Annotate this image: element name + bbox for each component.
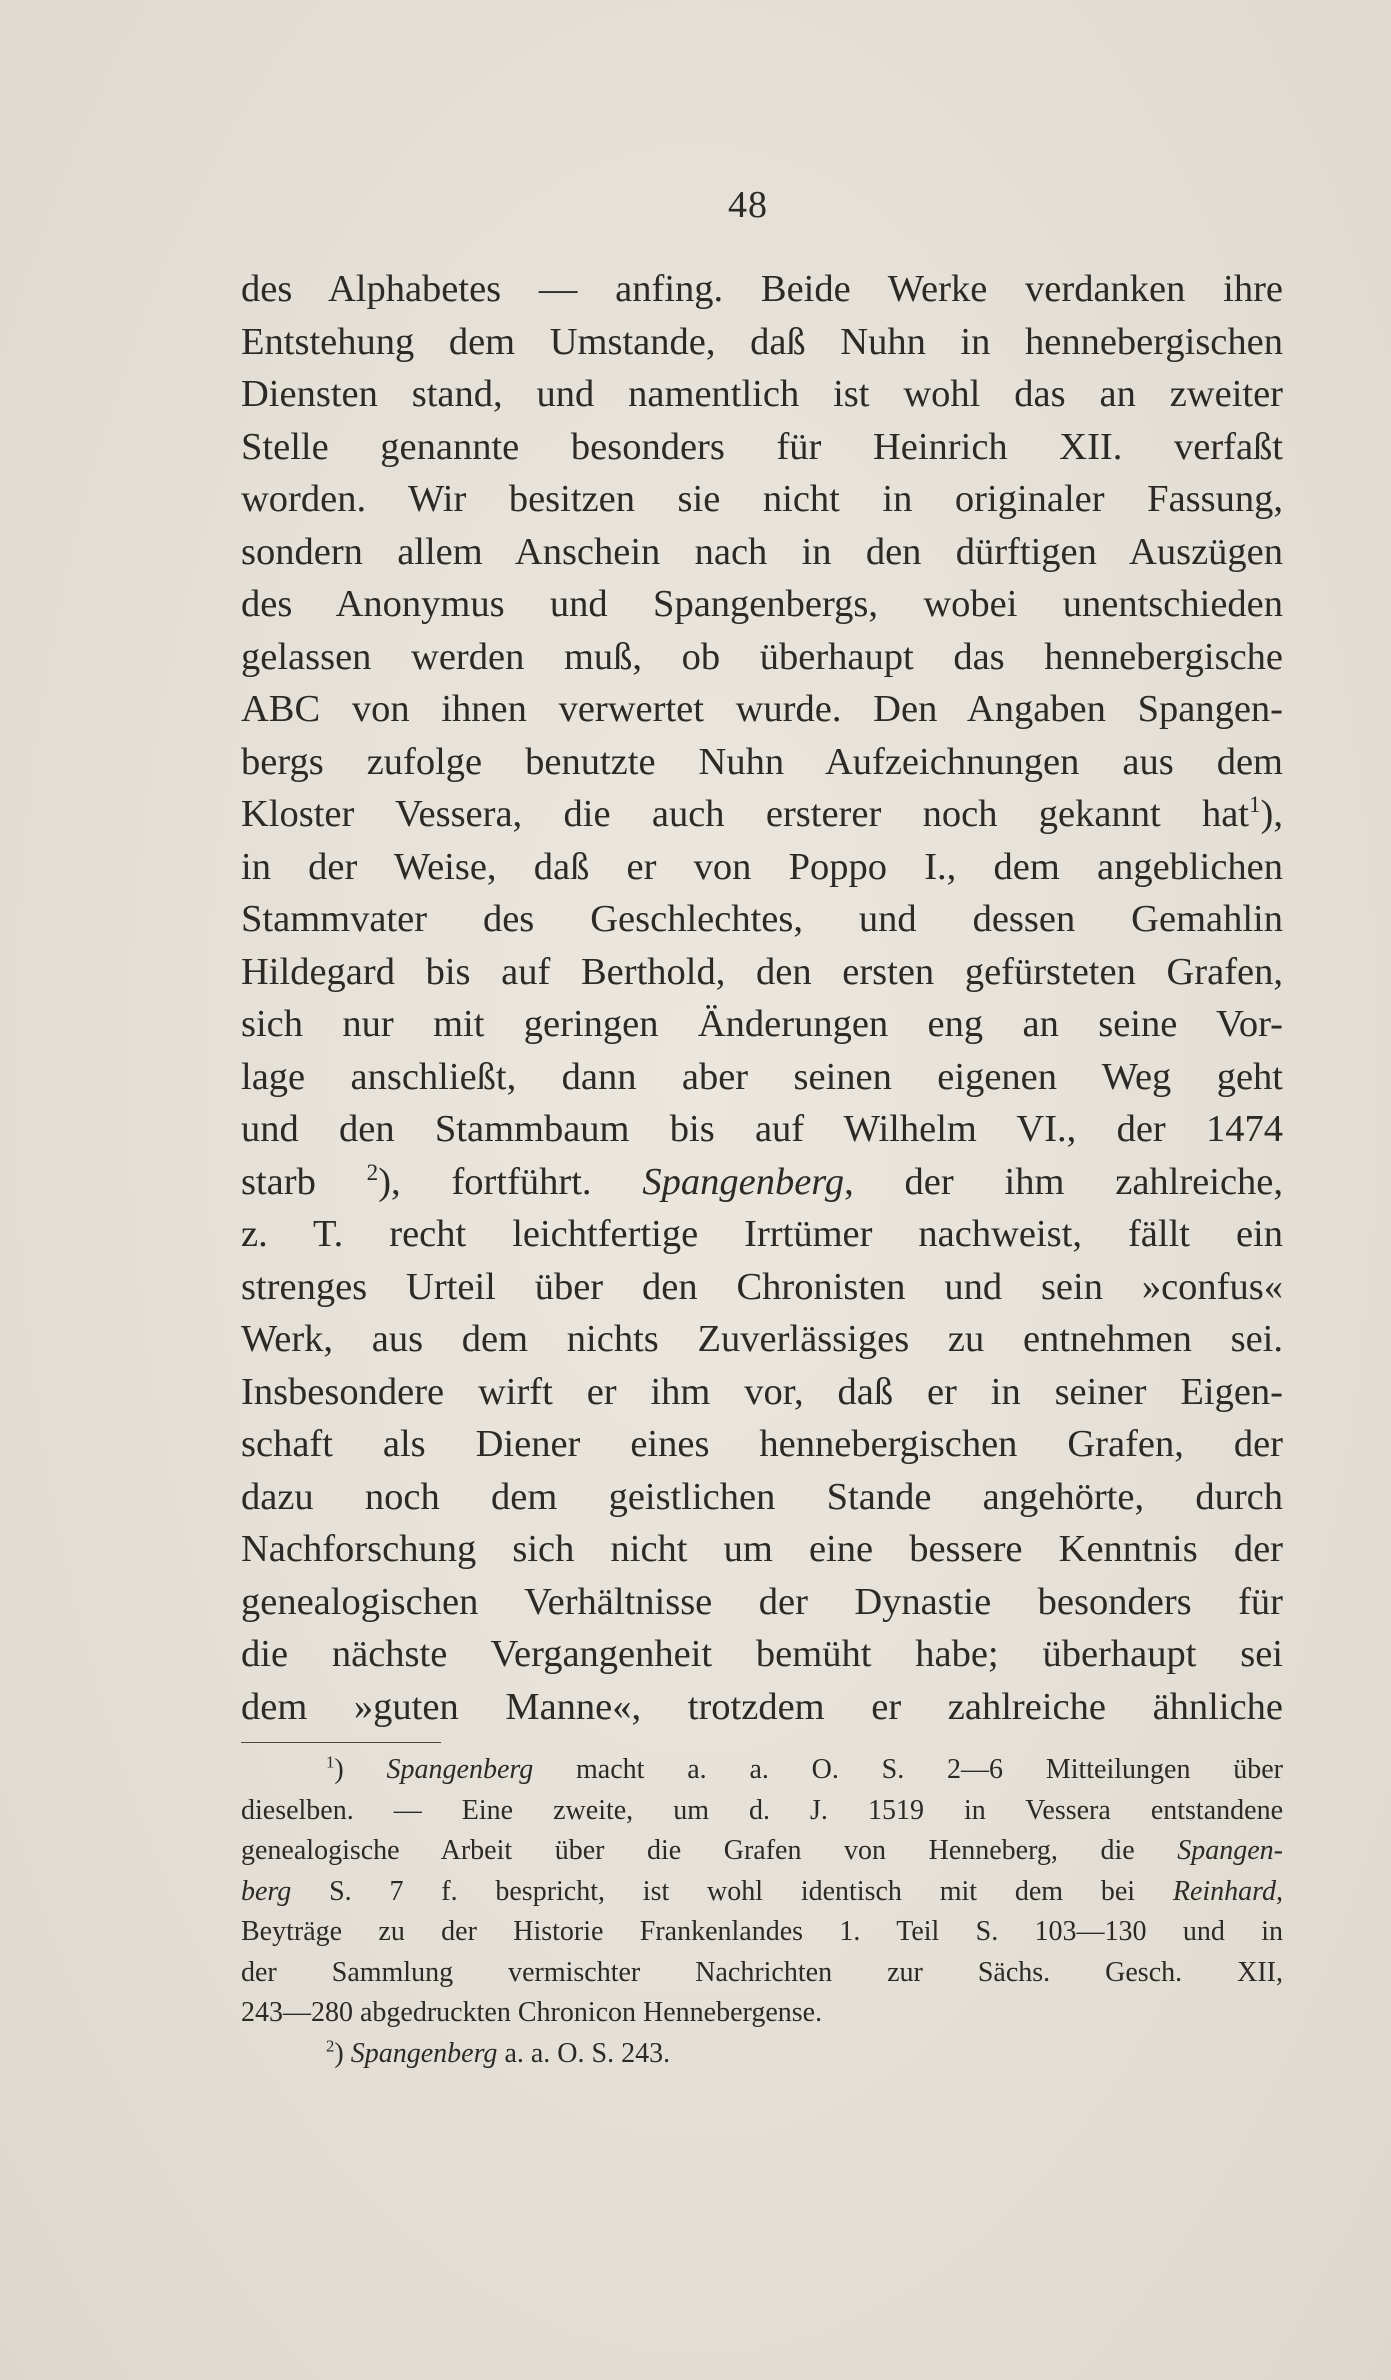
body-line-text: ), fortführt. — [378, 1160, 592, 1203]
footnote-1-line: Beyträge zu der Historie Frankenlandes 1. Teil S. 103—130 und in — [241, 1916, 1283, 1947]
footnote-paren: ) — [334, 1754, 344, 1785]
body-line: sich nur mit geringen Änderungen eng an seine Vor- — [241, 1003, 1283, 1045]
author-name: Spangenberg — [642, 1160, 845, 1203]
body-line: z. T. recht leichtfertige Irrtümer nachweist, fällt ein — [241, 1213, 1283, 1255]
body-line: ABC von ihnen verwertet wurde. Den Angaben Spangen- — [241, 688, 1283, 730]
footnote-ref: 1 — [1249, 791, 1261, 818]
author-name: berg — [241, 1875, 292, 1907]
body-line: in der Weise, daß er von Poppo I., dem angeblichen — [241, 845, 1283, 888]
author-name: Spangen- — [1177, 1835, 1284, 1866]
body-line: genealogischen Verhältnisse der Dynastie besonders für — [241, 1580, 1283, 1623]
footnote-text: a. a. O. S. 243. — [504, 2037, 671, 2069]
footnote-mark: 2 — [326, 2036, 335, 2056]
body-line: worden. Wir besitzen sie nicht in originaler Fassung, — [241, 478, 1283, 520]
body-line-text: Kloster Vessera, die auch ersterer noch gekannt hat — [241, 793, 1249, 835]
footnote-divider — [241, 1742, 441, 1743]
body-line: Insbesondere wirft er ihm vor, daß er in seiner Eigen- — [241, 1370, 1283, 1413]
footnote-ref-close: ), — [1260, 793, 1283, 835]
body-line: sondern allem Anschein nach in den dürftigen Auszügen — [241, 530, 1283, 573]
footnote-paren: ) — [334, 2037, 344, 2069]
footnote-1-line — [241, 1831, 1283, 1872]
body-line-with-note — [241, 788, 1283, 841]
body-line: Werk, aus dem nichts Zuverlässiges zu entnehmen sei. — [241, 1318, 1283, 1360]
body-line: dazu noch dem geistlichen Stande angehörte, durch — [241, 1475, 1283, 1518]
footnote-text: macht a. a. O. S. 2—6 Mitteilungen über — [576, 1754, 1284, 1785]
footnote-1-line — [241, 1750, 1283, 1791]
author-name: Reinhard, — [1172, 1875, 1284, 1907]
body-line-text: , der ihm zahlreiche, — [844, 1160, 1284, 1203]
author-name: Spangenberg — [386, 1754, 534, 1785]
footnotes — [241, 1750, 1283, 2074]
footnote-mark: 1 — [326, 1752, 335, 1772]
body-line: gelassen werden muß, ob überhaupt das hennebergische — [241, 635, 1283, 678]
footnote-1-line — [241, 1872, 1283, 1913]
body-line: strenges Urteil über den Chronisten und sein »confus« — [241, 1265, 1283, 1308]
body-line: Stelle genannte besonders für Heinrich XII. verfaßt — [241, 425, 1283, 468]
body-text — [241, 263, 1283, 1733]
body-line: und den Stammbaum bis auf Wilhelm VI., der 1474 — [241, 1108, 1283, 1150]
body-line-with-note — [241, 1156, 1283, 1209]
footnote-1-line: der Sammlung vermischter Nachrichten zur Sächs. Gesch. XII, — [241, 1956, 1283, 1988]
footnote-1-line: dieselben. — Eine zweite, um d. J. 1519 in Vessera entstandene — [241, 1794, 1283, 1826]
body-line: des Alphabetes — anfing. Beide Werke verdanken ihre — [241, 268, 1283, 310]
body-line: Stammvater des Geschlechtes, und dessen Gemahlin — [241, 898, 1283, 940]
footnote-ref: 2 — [366, 1158, 379, 1185]
author-name: Spangenberg — [350, 2037, 498, 2069]
body-line: dem »guten Manne«, trotzdem er zahlreiche ähnliche — [241, 1685, 1283, 1728]
footnote-text: genealogische Arbeit über die Grafen von Henneberg, die — [241, 1835, 1135, 1866]
body-line: bergs zufolge benutzte Nuhn Aufzeichnungen aus dem — [241, 740, 1283, 783]
body-line: des Anonymus und Spangenbergs, wobei unentschieden — [241, 583, 1283, 625]
footnote-text: S. 7 f. bespricht, ist wohl identisch mit dem bei — [329, 1875, 1136, 1907]
body-line: Entstehung dem Umstande, daß Nuhn in hennebergischen — [241, 320, 1283, 363]
page-number: 48 — [728, 184, 768, 226]
footnote-2-line — [241, 2034, 1283, 2075]
body-line: Nachforschung sich nicht um eine bessere Kenntnis der — [241, 1528, 1283, 1570]
body-line: Diensten stand, und namentlich ist wohl das an zweiter — [241, 373, 1283, 415]
footnote-1-line: 243—280 abgedruckten Chronicon Hennebergense. — [241, 1997, 823, 2028]
body-line: lage anschließt, dann aber seinen eigenen Weg geht — [241, 1055, 1283, 1098]
body-line: die nächste Vergangenheit bemüht habe; überhaupt sei — [241, 1633, 1283, 1675]
body-line: schaft als Diener eines hennebergischen Grafen, der — [241, 1423, 1283, 1465]
body-line: Hildegard bis auf Berthold, den ersten gefürsteten Grafen, — [241, 950, 1283, 993]
body-line-text: starb — [241, 1160, 316, 1203]
